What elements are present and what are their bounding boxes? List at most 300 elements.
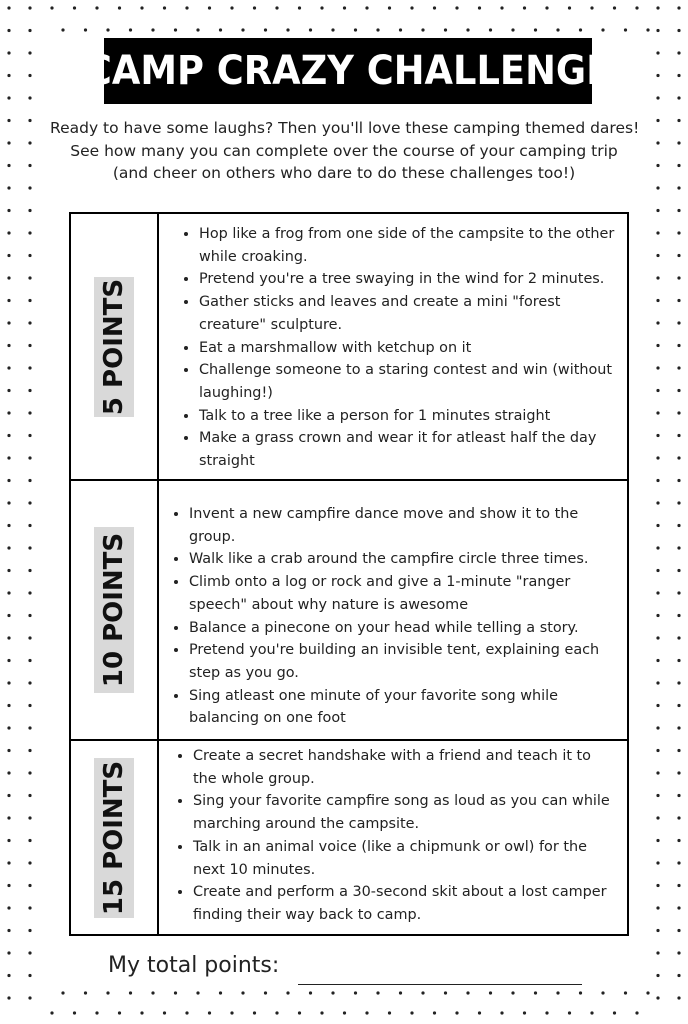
challenge-item: • Pretend you're building an invisible tent, explaining each step as you go. — [189, 639, 619, 684]
border-dot — [286, 28, 289, 31]
border-dot — [677, 51, 680, 54]
border-dot — [677, 366, 680, 369]
border-dot — [656, 861, 659, 864]
points-label-box — [94, 527, 134, 693]
border-dot — [677, 501, 680, 504]
border-dot — [677, 479, 680, 482]
border-dot — [7, 614, 10, 617]
border-dot — [140, 6, 143, 9]
challenge-list — [159, 481, 627, 739]
border-dot — [196, 991, 199, 994]
border-dot — [28, 974, 31, 977]
points-row-15 — [71, 741, 627, 934]
border-dot — [677, 636, 680, 639]
border-dot — [444, 28, 447, 31]
border-dot — [28, 344, 31, 347]
border-dot — [28, 659, 31, 662]
border-dot — [433, 1011, 436, 1014]
challenge-item: • Gather sticks and leaves and create a mini "forest creature" sculpture. — [199, 291, 619, 336]
border-dot — [174, 28, 177, 31]
border-dot — [656, 479, 659, 482]
border-dot — [95, 6, 98, 9]
border-dot — [455, 6, 458, 9]
border-dot — [230, 6, 233, 9]
border-dot — [677, 704, 680, 707]
border-dot — [95, 1011, 98, 1014]
border-dot — [7, 816, 10, 819]
border-dot — [646, 991, 649, 994]
border-dot — [185, 1011, 188, 1014]
border-dot — [7, 434, 10, 437]
border-dot — [50, 6, 53, 9]
border-dot — [656, 344, 659, 347]
border-dot — [376, 991, 379, 994]
border-dot — [28, 816, 31, 819]
border-dot — [656, 659, 659, 662]
border-dot — [579, 991, 582, 994]
border-dot — [28, 29, 31, 32]
border-dot — [309, 991, 312, 994]
border-dot — [28, 906, 31, 909]
border-dot — [129, 28, 132, 31]
border-dot — [185, 6, 188, 9]
border-dot — [677, 6, 680, 9]
border-dot — [677, 456, 680, 459]
border-dot — [219, 28, 222, 31]
border-dot — [677, 254, 680, 257]
border-dot — [28, 501, 31, 504]
border-dot — [7, 974, 10, 977]
points-row-5 — [71, 214, 627, 481]
border-dot — [28, 681, 31, 684]
border-dot — [331, 28, 334, 31]
border-dot — [656, 726, 659, 729]
border-dot — [7, 411, 10, 414]
border-dot — [677, 591, 680, 594]
border-dot — [677, 186, 680, 189]
challenge-item: • Make a grass crown and wear it for atleast half the day straight — [199, 427, 619, 472]
border-dot — [7, 96, 10, 99]
border-dot — [28, 726, 31, 729]
border-dot — [677, 74, 680, 77]
border-dot — [656, 186, 659, 189]
points-label: 10 POINTS — [99, 532, 130, 688]
border-dot — [677, 884, 680, 887]
intro-line: (and cheer on others who dare to do these challenges too!) — [112, 164, 576, 182]
border-dot — [343, 1011, 346, 1014]
border-dot — [241, 991, 244, 994]
border-dot — [677, 974, 680, 977]
border-dot — [656, 411, 659, 414]
border-dot — [7, 344, 10, 347]
border-dot — [163, 6, 166, 9]
border-dot — [410, 1011, 413, 1014]
border-dot — [656, 74, 659, 77]
border-dot — [399, 991, 402, 994]
border-dot — [365, 1011, 368, 1014]
border-dot — [7, 29, 10, 32]
challenge-item: • Balance a pinecone on your head while telling a story. — [189, 617, 619, 640]
border-dot — [7, 186, 10, 189]
border-dot — [613, 1011, 616, 1014]
border-dot — [140, 1011, 143, 1014]
total-points-input-line[interactable] — [298, 984, 582, 985]
border-dot — [7, 749, 10, 752]
border-dot — [656, 636, 659, 639]
border-dot — [656, 389, 659, 392]
border-dot — [656, 546, 659, 549]
border-dot — [656, 29, 659, 32]
border-dot — [656, 681, 659, 684]
border-dot — [478, 1011, 481, 1014]
border-dot — [489, 28, 492, 31]
border-dot — [28, 614, 31, 617]
border-dot — [118, 6, 121, 9]
border-dot — [7, 546, 10, 549]
border-dot — [174, 991, 177, 994]
border-dot — [656, 749, 659, 752]
challenge-list — [159, 214, 627, 479]
border-dot — [677, 119, 680, 122]
border-dot — [656, 951, 659, 954]
border-dot — [208, 1011, 211, 1014]
border-dot — [7, 636, 10, 639]
border-dot — [590, 6, 593, 9]
border-dot — [677, 389, 680, 392]
intro-text — [50, 117, 638, 185]
border-dot — [7, 726, 10, 729]
border-dot — [28, 231, 31, 234]
border-dot — [523, 6, 526, 9]
border-dot — [635, 1011, 638, 1014]
border-dot — [376, 28, 379, 31]
border-dot — [656, 164, 659, 167]
border-dot — [7, 209, 10, 212]
challenge-list — [159, 741, 627, 934]
border-dot — [656, 119, 659, 122]
points-label-box — [94, 758, 134, 918]
border-dot — [677, 681, 680, 684]
border-dot — [7, 929, 10, 932]
border-dot — [656, 209, 659, 212]
border-dot — [298, 1011, 301, 1014]
border-dot — [656, 321, 659, 324]
border-dot — [677, 29, 680, 32]
border-dot — [253, 1011, 256, 1014]
border-dot — [677, 659, 680, 662]
border-dot — [601, 991, 604, 994]
border-dot — [7, 366, 10, 369]
border-dot — [677, 839, 680, 842]
border-dot — [151, 991, 154, 994]
border-dot — [354, 28, 357, 31]
border-dot — [444, 991, 447, 994]
border-dot — [219, 991, 222, 994]
border-dot — [466, 991, 469, 994]
intro-line: See how many you can complete over the course of your camping trip — [70, 141, 618, 160]
border-dot — [28, 164, 31, 167]
border-dot — [656, 6, 659, 9]
border-dot — [331, 991, 334, 994]
border-dot — [677, 569, 680, 572]
border-dot — [556, 991, 559, 994]
border-dot — [656, 771, 659, 774]
border-dot — [677, 771, 680, 774]
border-dot — [241, 28, 244, 31]
border-dot — [73, 6, 76, 9]
border-dot — [28, 276, 31, 279]
border-dot — [656, 254, 659, 257]
border-dot — [466, 28, 469, 31]
challenge-item: • Eat a marshmallow with ketchup on it — [199, 337, 619, 360]
border-dot — [28, 569, 31, 572]
border-dot — [656, 974, 659, 977]
border-dot — [677, 231, 680, 234]
border-dot — [106, 991, 109, 994]
border-dot — [568, 6, 571, 9]
border-dot — [28, 74, 31, 77]
border-dot — [84, 28, 87, 31]
intro-line: Ready to have some laughs? Then you'll love these camping themed dares! — [50, 119, 640, 137]
border-dot — [677, 321, 680, 324]
border-dot — [7, 884, 10, 887]
border-dot — [677, 299, 680, 302]
border-dot — [511, 991, 514, 994]
challenge-item: • Talk in an animal voice (like a chipmunk or owl) for the next 10 minutes. — [193, 836, 619, 881]
border-dot — [28, 951, 31, 954]
border-dot — [579, 28, 582, 31]
border-dot — [28, 389, 31, 392]
border-dot — [421, 28, 424, 31]
border-dot — [656, 299, 659, 302]
border-dot — [489, 991, 492, 994]
border-dot — [7, 51, 10, 54]
border-dot — [7, 771, 10, 774]
border-dot — [28, 704, 31, 707]
border-dot — [118, 1011, 121, 1014]
border-dot — [275, 6, 278, 9]
border-dot — [264, 28, 267, 31]
border-dot — [28, 209, 31, 212]
border-dot — [7, 164, 10, 167]
border-dot — [656, 884, 659, 887]
points-label-cell — [71, 741, 159, 934]
border-dot — [534, 991, 537, 994]
border-dot — [613, 6, 616, 9]
border-dot — [677, 951, 680, 954]
points-label: 15 POINTS — [99, 760, 130, 915]
border-dot — [7, 456, 10, 459]
border-dot — [253, 6, 256, 9]
challenge-item: • Walk like a crab around the campfire circle three times. — [189, 548, 619, 571]
border-dot — [7, 231, 10, 234]
border-dot — [545, 1011, 548, 1014]
border-dot — [7, 501, 10, 504]
border-dot — [601, 28, 604, 31]
border-dot — [656, 96, 659, 99]
border-dot — [388, 6, 391, 9]
border-dot — [677, 96, 680, 99]
border-dot — [7, 389, 10, 392]
border-dot — [656, 231, 659, 234]
border-dot — [677, 906, 680, 909]
border-dot — [656, 839, 659, 842]
border-dot — [298, 6, 301, 9]
border-dot — [28, 119, 31, 122]
border-dot — [28, 321, 31, 324]
border-dot — [7, 276, 10, 279]
border-dot — [28, 524, 31, 527]
border-dot — [7, 704, 10, 707]
border-dot — [656, 501, 659, 504]
border-dot — [656, 51, 659, 54]
challenge-item: • Pretend you're a tree swaying in the wind for 2 minutes. — [199, 268, 619, 291]
border-dot — [677, 141, 680, 144]
border-dot — [309, 28, 312, 31]
border-dot — [656, 906, 659, 909]
border-dot — [7, 254, 10, 257]
border-dot — [656, 276, 659, 279]
border-dot — [28, 299, 31, 302]
challenge-item: • Challenge someone to a staring contest and win (without laughing!) — [199, 359, 619, 404]
border-dot — [320, 6, 323, 9]
border-dot — [320, 1011, 323, 1014]
border-dot — [28, 636, 31, 639]
border-dot — [61, 991, 64, 994]
border-dot — [677, 344, 680, 347]
border-dot — [656, 591, 659, 594]
border-dot — [28, 591, 31, 594]
challenge-item: • Talk to a tree like a person for 1 minutes straight — [199, 405, 619, 428]
challenge-item: • Invent a new campfire dance move and show it to the group. — [189, 503, 619, 548]
border-dot — [433, 6, 436, 9]
border-dot — [163, 1011, 166, 1014]
border-dot — [28, 456, 31, 459]
border-dot — [61, 28, 64, 31]
border-dot — [656, 141, 659, 144]
border-dot — [28, 839, 31, 842]
border-dot — [264, 991, 267, 994]
border-dot — [656, 929, 659, 932]
border-dot — [7, 6, 10, 9]
border-dot — [28, 749, 31, 752]
border-dot — [196, 28, 199, 31]
border-dot — [7, 996, 10, 999]
border-dot — [208, 6, 211, 9]
border-dot — [388, 1011, 391, 1014]
border-dot — [556, 28, 559, 31]
challenge-item: • Sing your favorite campfire song as loud as you can while marching around the campsite. — [193, 790, 619, 835]
border-dot — [656, 614, 659, 617]
border-dot — [28, 254, 31, 257]
border-dot — [28, 771, 31, 774]
points-label-cell — [71, 481, 159, 739]
border-dot — [656, 366, 659, 369]
points-label: 5 POINTS — [99, 278, 130, 415]
border-dot — [343, 6, 346, 9]
challenge-item: • Hop like a frog from one side of the campsite to the other while croaking. — [199, 223, 619, 268]
page-title: CAMP CRAZY CHALLENGE — [84, 48, 612, 94]
border-dot — [28, 996, 31, 999]
border-dot — [28, 479, 31, 482]
challenge-item: • Create a secret handshake with a friend and teach it to the whole group. — [193, 745, 619, 790]
challenge-item: • Sing atleast one minute of your favorite song while balancing on one foot — [189, 685, 619, 730]
border-dot — [7, 299, 10, 302]
points-label-box — [94, 277, 134, 417]
border-dot — [106, 28, 109, 31]
title-banner — [84, 38, 612, 104]
border-dot — [365, 6, 368, 9]
border-dot — [421, 991, 424, 994]
border-dot — [7, 951, 10, 954]
border-dot — [677, 749, 680, 752]
border-dot — [7, 839, 10, 842]
border-dot — [500, 6, 503, 9]
border-dot — [7, 569, 10, 572]
border-dot — [28, 929, 31, 932]
border-dot — [677, 794, 680, 797]
points-row-10 — [71, 481, 627, 741]
border-dot — [635, 6, 638, 9]
border-dot — [677, 524, 680, 527]
border-dot — [151, 28, 154, 31]
border-dot — [656, 569, 659, 572]
border-dot — [656, 434, 659, 437]
border-dot — [84, 991, 87, 994]
border-dot — [399, 28, 402, 31]
border-dot — [73, 1011, 76, 1014]
border-dot — [410, 6, 413, 9]
border-dot — [677, 276, 680, 279]
border-dot — [28, 96, 31, 99]
border-dot — [478, 6, 481, 9]
border-dot — [28, 884, 31, 887]
border-dot — [677, 164, 680, 167]
points-label-cell — [71, 214, 159, 479]
challenge-item: • Create and perform a 30-second skit about a lost camper finding their way back to camp. — [193, 881, 619, 926]
border-dot — [646, 28, 649, 31]
border-dot — [677, 929, 680, 932]
border-dot — [656, 456, 659, 459]
border-dot — [656, 816, 659, 819]
border-dot — [28, 411, 31, 414]
border-dot — [455, 1011, 458, 1014]
border-dot — [677, 726, 680, 729]
border-dot — [28, 794, 31, 797]
border-dot — [677, 996, 680, 999]
border-dot — [677, 614, 680, 617]
border-dot — [7, 74, 10, 77]
border-dot — [7, 479, 10, 482]
border-dot — [28, 51, 31, 54]
border-dot — [656, 704, 659, 707]
border-dot — [624, 28, 627, 31]
border-dot — [7, 659, 10, 662]
border-dot — [7, 321, 10, 324]
border-dot — [28, 366, 31, 369]
border-dot — [534, 28, 537, 31]
border-dot — [7, 141, 10, 144]
border-dot — [656, 794, 659, 797]
border-dot — [677, 209, 680, 212]
border-dot — [677, 411, 680, 414]
border-dot — [50, 1011, 53, 1014]
border-dot — [28, 141, 31, 144]
border-dot — [7, 681, 10, 684]
border-dot — [677, 546, 680, 549]
border-dot — [7, 591, 10, 594]
border-dot — [523, 1011, 526, 1014]
